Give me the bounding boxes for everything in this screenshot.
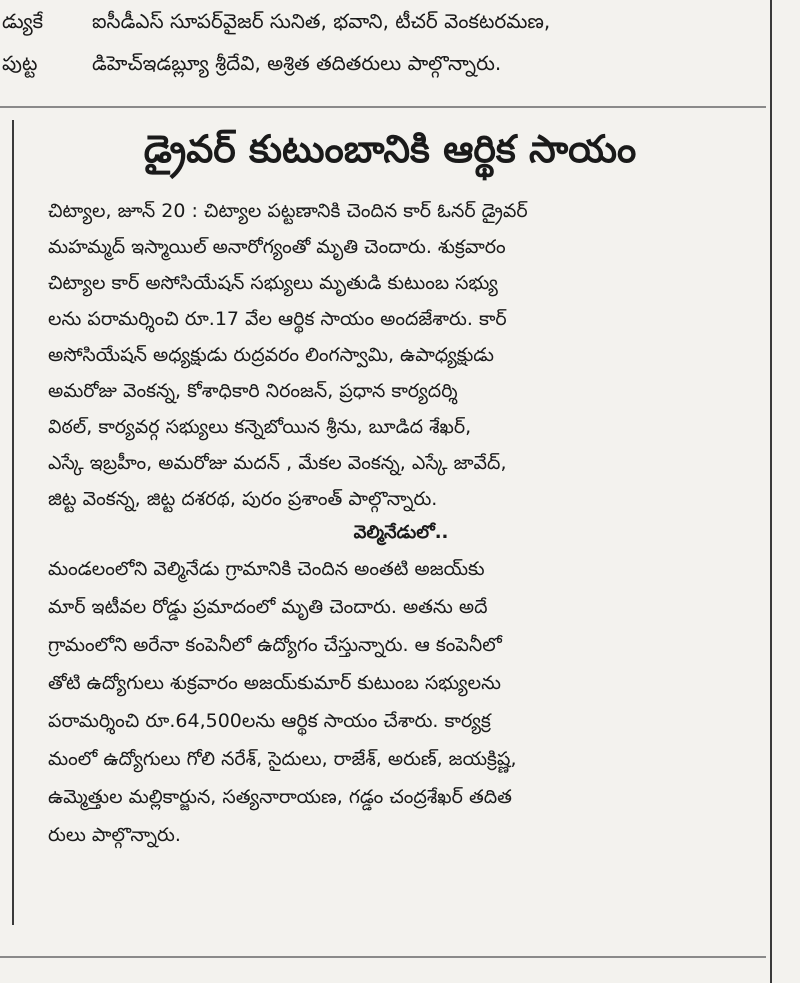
paragraph-line: ఎస్కే ఇబ్రహీం, అమరోజు మదన్ , మేకల వెంకన్న, ఎస్కే జావేద్, <box>48 452 507 474</box>
section-divider <box>0 106 766 108</box>
paragraph-line: మండలంలోని వెల్మినేడు గ్రామానికి చెందిన అంతటి అజయ్‌కు <box>48 558 485 580</box>
paragraph-line: విఠల్, కార్యవర్గ సభ్యులు కన్నెబోయిన శ్రీను, బూడిద శేఖర్, <box>48 416 472 438</box>
paragraph-line: అమరోజు వెంకన్న, కోశాధికారి నిరంజన్, ప్రధాన కార్యదర్శి <box>48 380 458 402</box>
fragment-left-line: డ్యుకే <box>2 9 44 33</box>
column-rule-right <box>770 0 772 983</box>
fragment-text-line: డిహెచ్‌ఇడబ్ల్యూ శ్రీదేవి, అశ్రిత తదితరులు పాల్గొన్నారు. <box>92 51 502 75</box>
paragraph-line: రులు పాల్గొన్నారు. <box>48 824 181 846</box>
paragraph-line: జిట్ట వెంకన్న, జిట్ట దశరథ, పురం ప్రశాంత్ పాల్గొన్నారు. <box>48 488 438 510</box>
paragraph-line: లను పరామర్శించి రూ.17 వేల ఆర్థిక సాయం అందజేశారు. కార్ <box>48 308 507 330</box>
article-subheading: వెల్మినేడులో.. <box>353 522 449 543</box>
section-divider <box>0 956 766 958</box>
paragraph-line: మార్ ఇటీవల రోడ్డు ప్రమాదంలో మృతి చెందారు. అతను అదే <box>48 596 488 618</box>
fragment-left-line: పుట్ట <box>2 51 38 75</box>
paragraph-line: పరామర్శించి రూ.64,500లను ఆర్థిక సాయం చేశారు. కార్యక్ర <box>48 710 491 732</box>
article-headline: డ్రైవర్ కుటుంబానికి ఆర్థిక సాయం <box>143 127 637 171</box>
paragraph-line: చిట్యాల కార్ అసోసియేషన్ సభ్యులు మృతుడి కుటుంబ సభ్యు <box>48 272 498 294</box>
paragraph-line: మహమ్మద్ ఇస్మాయిల్ అనారోగ్యంతో మృతి చెందారు. శుక్రవారం <box>48 236 506 258</box>
paragraph-line: తోటి ఉద్యోగులు శుక్రవారం అజయ్‌కుమార్ కుటుంబ సభ్యులను <box>48 672 501 694</box>
column-rule-left <box>12 120 14 925</box>
paragraph-line: గ్రామంలోని అరేనా కంపెనీలో ఉద్యోగం చేస్తున్నారు. ఆ కంపెనీలో <box>48 634 502 656</box>
paragraph-line: ఉమ్మెత్తుల మల్లికార్జున, సత్యనారాయణ, గడ్డం చంద్రశేఖర్ తదిత <box>48 786 512 808</box>
paragraph-line: మంలో ఉద్యోగులు గోలి నరేశ్, సైదులు, రాజేశ్, అరుణ్, జయక్రిష్ణ, <box>48 748 517 770</box>
fragment-text-line: ఐసీడీఎస్ సూపర్‌వైజర్ సునిత, భవాని, టీచర్ వెంకటరమణ, <box>92 9 551 33</box>
paragraph-line: చిట్యాల, జూన్ 20 : చిట్యాల పట్టణానికి చెందిన కార్ ఓనర్ డ్రైవర్ <box>48 200 528 222</box>
paragraph-line: అసోసియేషన్ అధ్యక్షుడు రుద్రవరం లింగస్వామి, ఉపాధ్యక్షుడు <box>48 344 494 366</box>
